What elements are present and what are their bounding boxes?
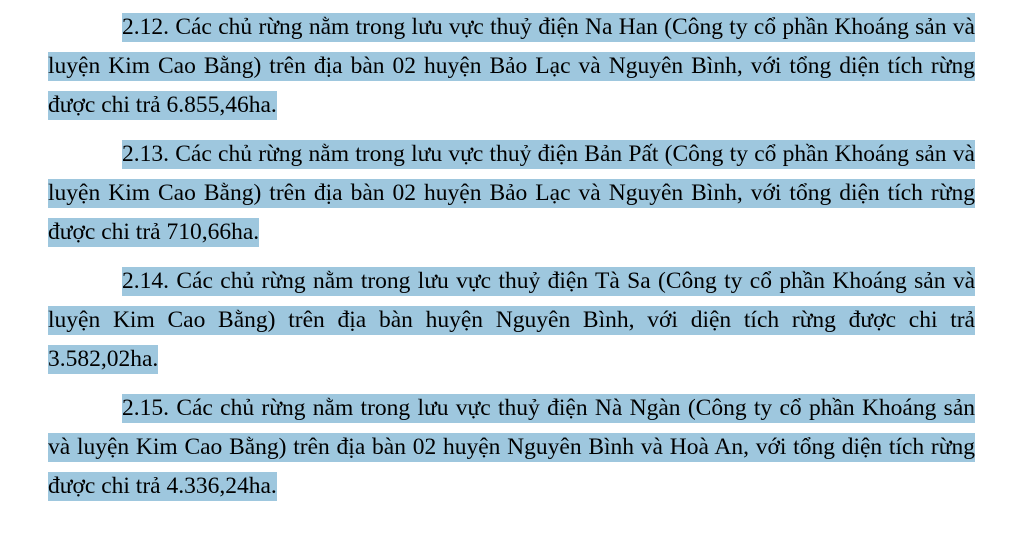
page-top-margin	[48, 0, 975, 8]
paragraph-2-12-text: 2.12. Các chủ rừng nằm trong lưu vực thuỷ điện Na Han (Công ty cổ phần Khoáng sản và luyện Kim Cao Bằng) trên địa bàn 02 huyện Bảo Lạc và Nguyên Bình, với tổng diện tích rừng được chi trả 6.855,46ha.	[48, 14, 975, 118]
paragraph-2-14	[48, 262, 975, 379]
paragraph-2-13-text: 2.13. Các chủ rừng nằm trong lưu vực thuỷ điện Bản Pất (Công ty cổ phần Khoáng sản và luyện Kim Cao Bằng) trên địa bàn 02 huyện Bảo Lạc và Nguyên Bình, với tổng diện tích rừng được chi trả 710,66ha.	[48, 141, 975, 245]
paragraph-2-15	[48, 389, 975, 506]
paragraph-2-13	[48, 135, 975, 252]
paragraph-2-15-text: 2.15. Các chủ rừng nằm trong lưu vực thuỷ điện Nà Ngàn (Công ty cổ phần Khoáng sản và luyện Kim Cao Bằng) trên địa bàn 02 huyện Nguyên Bình và Hoà An, với tổng diện tích rừng được chi trả 4.336,24ha.	[48, 395, 975, 499]
paragraph-2-14-text: 2.14. Các chủ rừng nằm trong lưu vực thuỷ điện Tà Sa (Công ty cổ phần Khoáng sản và luyện Kim Cao Bằng) trên địa bàn huyện Nguyên Bình, với diện tích rừng được chi trả 3.582,02ha.	[48, 268, 975, 372]
paragraph-2-12	[48, 8, 975, 125]
